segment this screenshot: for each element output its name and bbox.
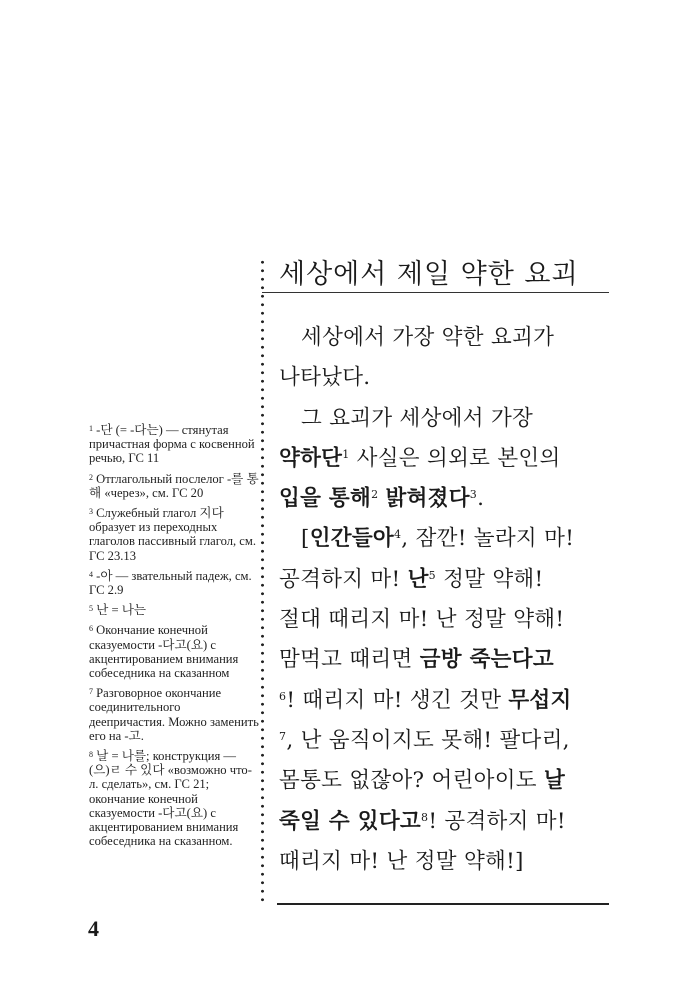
footnote-ref: 2 bbox=[371, 488, 379, 502]
footnote-ref: 3 bbox=[469, 488, 478, 502]
text-line bbox=[279, 721, 619, 761]
main-text bbox=[279, 318, 619, 882]
footnote-number: 5 bbox=[89, 604, 93, 614]
text-segment: 몸통도 없잖아? 어린아이도 bbox=[279, 768, 544, 794]
text-segment: , 잠깐! 놀라지 마! bbox=[401, 526, 575, 552]
text-line bbox=[279, 640, 619, 680]
footnote bbox=[89, 749, 259, 848]
chapter-title: 세상에서 제일 약한 요괴 bbox=[279, 259, 579, 290]
bold-phrase: 입을 통해 bbox=[279, 486, 372, 512]
footnote-text: Разговорное окончание соединительного деепричастия. Можно заменить его на -고. bbox=[89, 686, 259, 743]
footnote-number: 7 bbox=[89, 687, 93, 697]
footnote bbox=[89, 423, 259, 466]
footnote-text: -아 — звательный падеж, см. ГС 2.9 bbox=[89, 568, 252, 598]
bold-phrase: 죽일 수 있다고 bbox=[279, 808, 421, 834]
bold-phrase: 금방 죽는다고 bbox=[419, 647, 554, 673]
footnote bbox=[89, 623, 259, 680]
text-segment: 정말 약해! bbox=[435, 566, 544, 592]
text-line bbox=[279, 600, 619, 640]
footnote-text: -단 (= -다는) — стянутая причастная форма с косвенной речью, ГС 11 bbox=[89, 423, 255, 466]
text-segment bbox=[378, 486, 385, 511]
bold-phrase: 밝혀졌다 bbox=[385, 486, 470, 512]
footnote bbox=[89, 506, 259, 563]
text-line bbox=[279, 439, 619, 479]
text-line bbox=[279, 519, 619, 559]
text-line bbox=[279, 318, 619, 358]
page-number: 4 bbox=[88, 916, 99, 941]
bold-phrase: 날 bbox=[544, 768, 566, 794]
text-segment: ! 공격하지 마! bbox=[428, 808, 566, 834]
footnote bbox=[89, 472, 259, 500]
text-line bbox=[279, 399, 619, 439]
footnote bbox=[89, 603, 259, 617]
text-line bbox=[279, 842, 619, 882]
text-segment: ! 때리지 마! 생긴 것만 bbox=[286, 687, 509, 713]
footnote-text: Окончание конечной сказуемости -다고(요) с акцентированием внимания собеседника на сказанном bbox=[89, 623, 239, 681]
title-underline bbox=[262, 292, 609, 293]
text-segment: 절대 때리지 마! 난 정말 약해! bbox=[279, 607, 565, 633]
footnote-number: 2 bbox=[89, 472, 93, 482]
footnote-ref: 6 bbox=[279, 689, 287, 703]
text-segment: 맘먹고 때리면 bbox=[279, 647, 420, 673]
footnote-ref: 1 bbox=[342, 447, 350, 461]
footnote-number: 1 bbox=[89, 424, 93, 433]
text-segment: 나타났다. bbox=[279, 365, 371, 391]
text-segment: 그 요괴가 세상에서 가장 bbox=[301, 405, 534, 431]
text-line bbox=[279, 479, 619, 519]
text-line bbox=[279, 761, 619, 801]
footnote-ref: 7 bbox=[279, 729, 287, 743]
bold-phrase: 약하단 bbox=[279, 445, 343, 471]
footnote-text: 난 = 나는 bbox=[96, 603, 147, 618]
text-line bbox=[279, 681, 619, 721]
text-line bbox=[279, 560, 619, 600]
bold-phrase: 난 bbox=[407, 566, 429, 592]
footnote-text: Служебный глагол 지다 образует из переходных глаголов пассивный глагол, см. ГС 23.13 bbox=[89, 506, 257, 563]
footnote bbox=[89, 686, 259, 743]
footnote-ref: 8 bbox=[421, 810, 429, 824]
footnote-text: Отглагольный послелог -를 통해 «через», см. ГС 20 bbox=[89, 471, 259, 500]
text-segment: [ bbox=[301, 526, 310, 552]
text-segment: 세상에서 가장 약한 요괴가 bbox=[301, 325, 555, 350]
text-line bbox=[279, 802, 619, 842]
text-segment: 공격하지 마! bbox=[279, 566, 408, 592]
footnote-number: 4 bbox=[89, 569, 93, 579]
footnote-number: 8 bbox=[89, 750, 93, 760]
footnote-number: 3 bbox=[89, 507, 93, 517]
text-segment: 사실은 의외로 본인의 bbox=[349, 445, 561, 471]
bold-phrase: 인간들아 bbox=[309, 526, 394, 552]
footnote-ref: 5 bbox=[428, 568, 436, 582]
bottom-rule bbox=[277, 903, 609, 905]
text-segment: 때리지 마! 난 정말 약해!] bbox=[279, 848, 524, 874]
text-segment: , 난 움직이지도 못해! 팔다리, bbox=[286, 727, 570, 753]
footnotes bbox=[89, 423, 259, 854]
text-segment: . bbox=[477, 486, 485, 512]
footnote-ref: 4 bbox=[393, 528, 402, 542]
footnote-text: 날 = 나를; конструкция — (으)ㄹ 수 있다 «возможно что-л. сделать», см. ГС 21; окончание конечной сказуемости -다고(요) с акцентированием внимания собеседника на сказанном. bbox=[89, 749, 252, 849]
footnote-number: 6 bbox=[89, 624, 93, 634]
footnote bbox=[89, 569, 259, 597]
dotted-divider bbox=[261, 258, 264, 906]
text-line bbox=[279, 358, 619, 398]
bold-phrase: 무섭지 bbox=[508, 687, 572, 713]
